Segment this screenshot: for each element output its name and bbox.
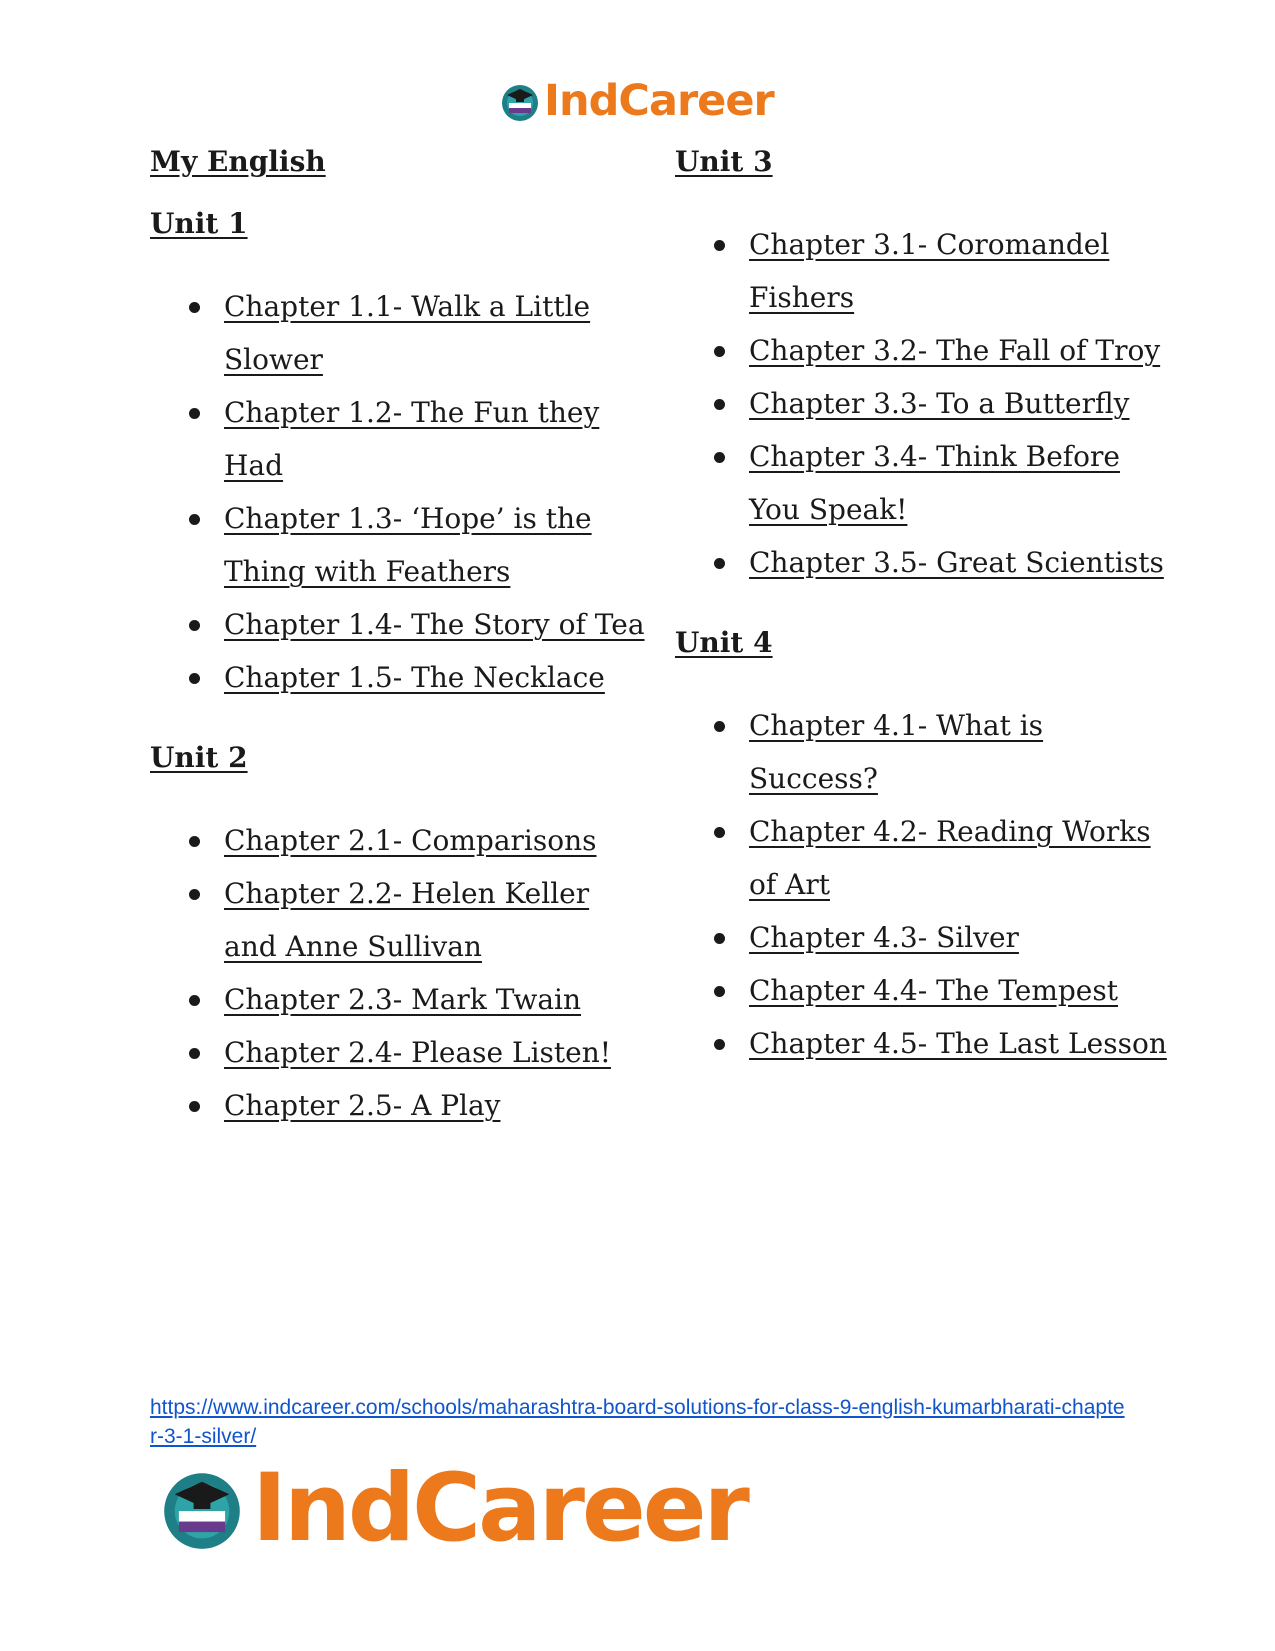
bullet-icon [189,1048,200,1059]
chapter-link[interactable]: Chapter 2.3- Mark Twain [224,983,582,1016]
header-logo [500,76,774,126]
bullet-icon [714,827,725,838]
chapter-list [150,814,650,1132]
bullet-icon [714,452,725,463]
chapter-link[interactable]: Chapter 2.1- Comparisons [224,824,597,857]
chapter-link[interactable]: Chapter 3.3- To a Butterfly [749,387,1130,420]
bullet-icon [714,721,725,732]
chapter-link[interactable]: Chapter 1.5- The Necklace [224,661,605,694]
list-item [675,699,1175,805]
list-item [150,598,650,651]
bullet-icon [189,1101,200,1112]
chapter-link[interactable]: Chapter 3.4- Think Before You Speak! [749,440,1120,526]
chapter-link[interactable]: Chapter 4.1- What is Success? [749,709,1044,795]
bullet-icon [189,889,200,900]
list-item [150,867,650,973]
chapter-link[interactable]: Chapter 4.2- Reading Works of Art [749,815,1151,901]
chapter-link[interactable]: Chapter 2.2- Helen Keller and Anne Sullivan [224,877,590,963]
bullet-icon [714,933,725,944]
chapter-link[interactable]: Chapter 4.3- Silver [749,921,1019,954]
graduation-cap-icon [160,1467,244,1551]
bullet-icon [714,240,725,251]
bullet-icon [189,302,200,313]
chapter-link[interactable]: Chapter 1.1- Walk a Little Slower [224,290,591,376]
chapter-link[interactable]: Chapter 1.3- ‘Hope’ is the Thing with Feathers [224,502,592,588]
footer-logo [160,1454,747,1563]
chapter-list [675,218,1175,589]
chapter-link[interactable]: Chapter 3.5- Great Scientists [749,546,1164,579]
list-item [675,911,1175,964]
source-url-link[interactable]: https://www.indcareer.com/schools/maharashtra-board-solutions-for-class-9-english-kumarbharati-chapter-3-1-silver/ [150,1396,1125,1448]
chapter-link[interactable]: Chapter 4.5- The Last Lesson [749,1027,1167,1060]
bullet-icon [189,620,200,631]
bullet-icon [714,986,725,997]
list-item [675,536,1175,589]
list-item [150,386,650,492]
logo-text: IndCareer [252,1454,747,1563]
list-item [675,964,1175,1017]
bullet-icon [714,399,725,410]
bullet-icon [714,558,725,569]
right-column [675,142,1175,1104]
list-item [675,430,1175,536]
list-item [675,218,1175,324]
chapter-list [675,699,1175,1070]
list-item [675,324,1175,377]
chapter-link[interactable]: Chapter 4.4- The Tempest [749,974,1118,1007]
chapter-list [150,280,650,704]
list-item [150,973,650,1026]
chapter-link[interactable]: Chapter 3.2- The Fall of Troy [749,334,1161,367]
unit-heading: Unit 3 [675,145,773,178]
bullet-icon [189,995,200,1006]
bullet-icon [189,408,200,419]
chapter-link[interactable]: Chapter 3.1- Coromandel Fishers [749,228,1110,314]
bullet-icon [714,1039,725,1050]
list-item [150,492,650,598]
list-item [150,814,650,867]
chapter-link[interactable]: Chapter 1.2- The Fun they Had [224,396,600,482]
chapter-link[interactable]: Chapter 2.5- A Play [224,1089,501,1122]
list-item [675,377,1175,430]
unit-heading: Unit 4 [675,626,773,659]
left-column [150,142,650,1166]
list-item [150,280,650,386]
chapter-link[interactable]: Chapter 1.4- The Story of Tea [224,608,645,641]
unit-heading: Unit 2 [150,741,248,774]
bullet-icon [189,514,200,525]
graduation-cap-icon [500,82,540,122]
list-item [675,805,1175,911]
bullet-icon [189,836,200,847]
bullet-icon [714,346,725,357]
list-item [150,1079,650,1132]
bullet-icon [189,673,200,684]
list-item [150,651,650,704]
chapter-link[interactable]: Chapter 2.4- Please Listen! [224,1036,611,1069]
unit-heading: Unit 1 [150,207,248,240]
logo-text: IndCareer [544,76,774,126]
list-item [150,1026,650,1079]
list-item [675,1017,1175,1070]
document-title: My English [150,145,326,178]
